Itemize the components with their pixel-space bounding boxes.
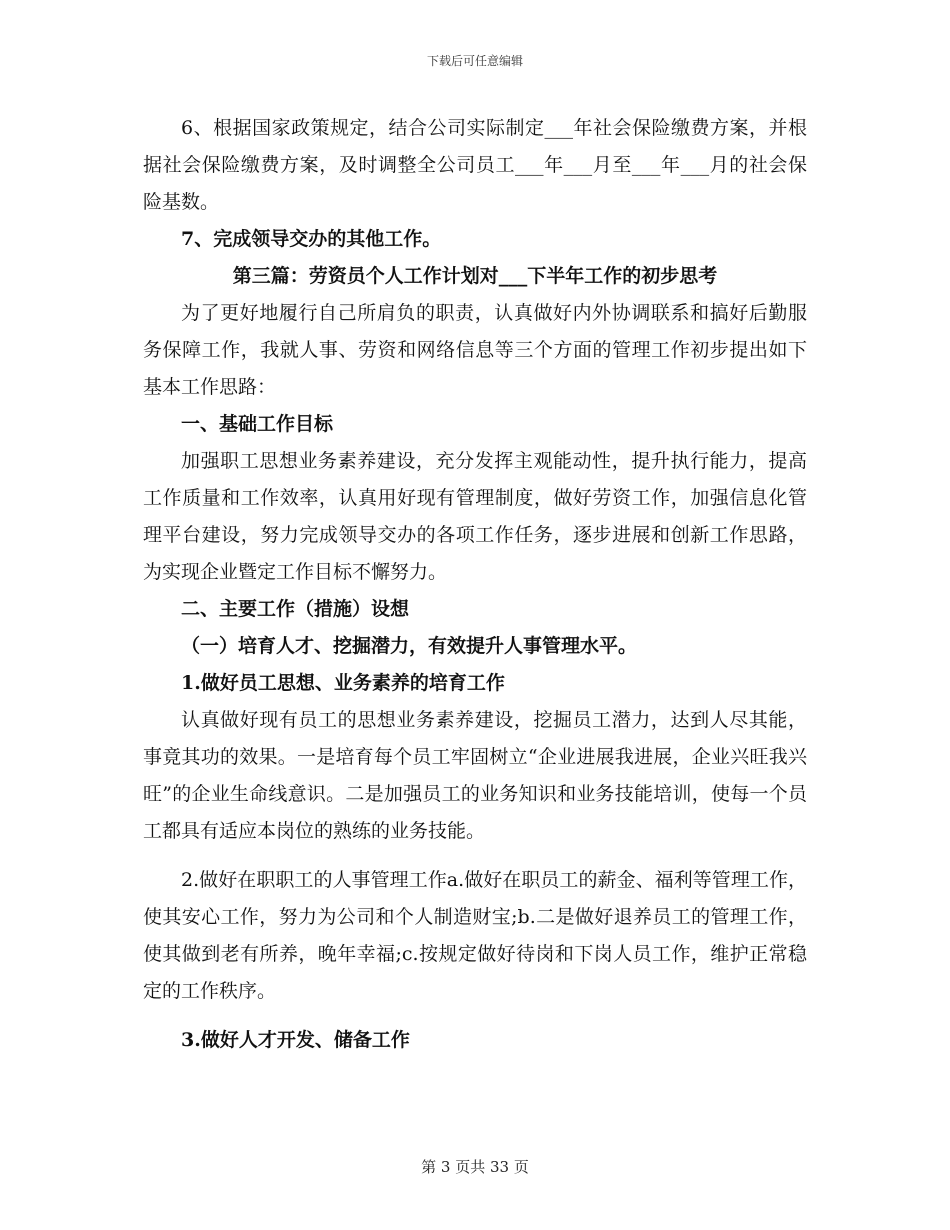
page-footer: 第 3 页共 33 页 [421, 1158, 529, 1176]
paragraph-goal: 加强职工思想业务素养建设，充分发挥主观能动性，提升执行能力，提高工作质量和工作效率，认真用好现有管理制度，做好劳资工作，加强信息化管理平台建设，努力完成领导交办的各项工作任务，逐步进展和创新工作思路，为实现企业暨定工作目标不懈努力。 [143, 450, 807, 583]
paragraph-intro: 为了更好地履行自己所肩负的职责，认真做好内外协调联系和搞好后勤服务保障工作，我就人事、劳资和网络信息等三个方面的管理工作初步提出如下基本工作思路： [143, 302, 807, 398]
section-heading-1: 一、基础工作目标 [181, 413, 334, 435]
page-header: 下载后可任意编辑 [426, 54, 523, 68]
subsection-heading-1: （一）培育人才、挖掘潜力，有效提升人事管理水平。 [181, 635, 638, 657]
chapter-title: 第三篇：劳资员个人工作计划对___下半年工作的初步思考 [232, 265, 718, 287]
item-heading-1: 1.做好员工思想、业务素养的培育工作 [181, 672, 505, 694]
paragraph-item-6: 6、根据国家政策规定，结合公司实际制定___年社会保险缴费方案，并根据社会保险缴费方案，及时调整全公司员工___年___月至___年___月的社会保险基数。 [143, 117, 807, 213]
item-heading-3: 3.做好人才开发、储备工作 [181, 1029, 410, 1051]
section-heading-2: 二、主要工作（措施）设想 [181, 598, 410, 620]
paragraph-item-7: 7、完成领导交办的其他工作。 [181, 228, 442, 250]
paragraph-training: 认真做好现有员工的思想业务素养建设，挖掘员工潜力，达到人尽其能，事竟其功的效果。一是培育每个员工牢固树立“企业进展我进展，企业兴旺我兴旺”的企业生命线意识。二是加强员工的业务知识和业务技能培训，使每一个员工都具有适应本岗位的熟练的业务技能。 [143, 709, 807, 842]
document-body [143, 110, 807, 1059]
paragraph-personnel: 2.做好在职职工的人事管理工作a.做好在职员工的薪金、福利等管理工作，使其安心工作，努力为公司和个人制造财宝;b.二是做好退养员工的管理工作，使其做到老有所养，晚年幸福;c.按规定做好待岗和下岗人员工作，维护正常稳定的工作秩序。 [143, 869, 807, 1002]
